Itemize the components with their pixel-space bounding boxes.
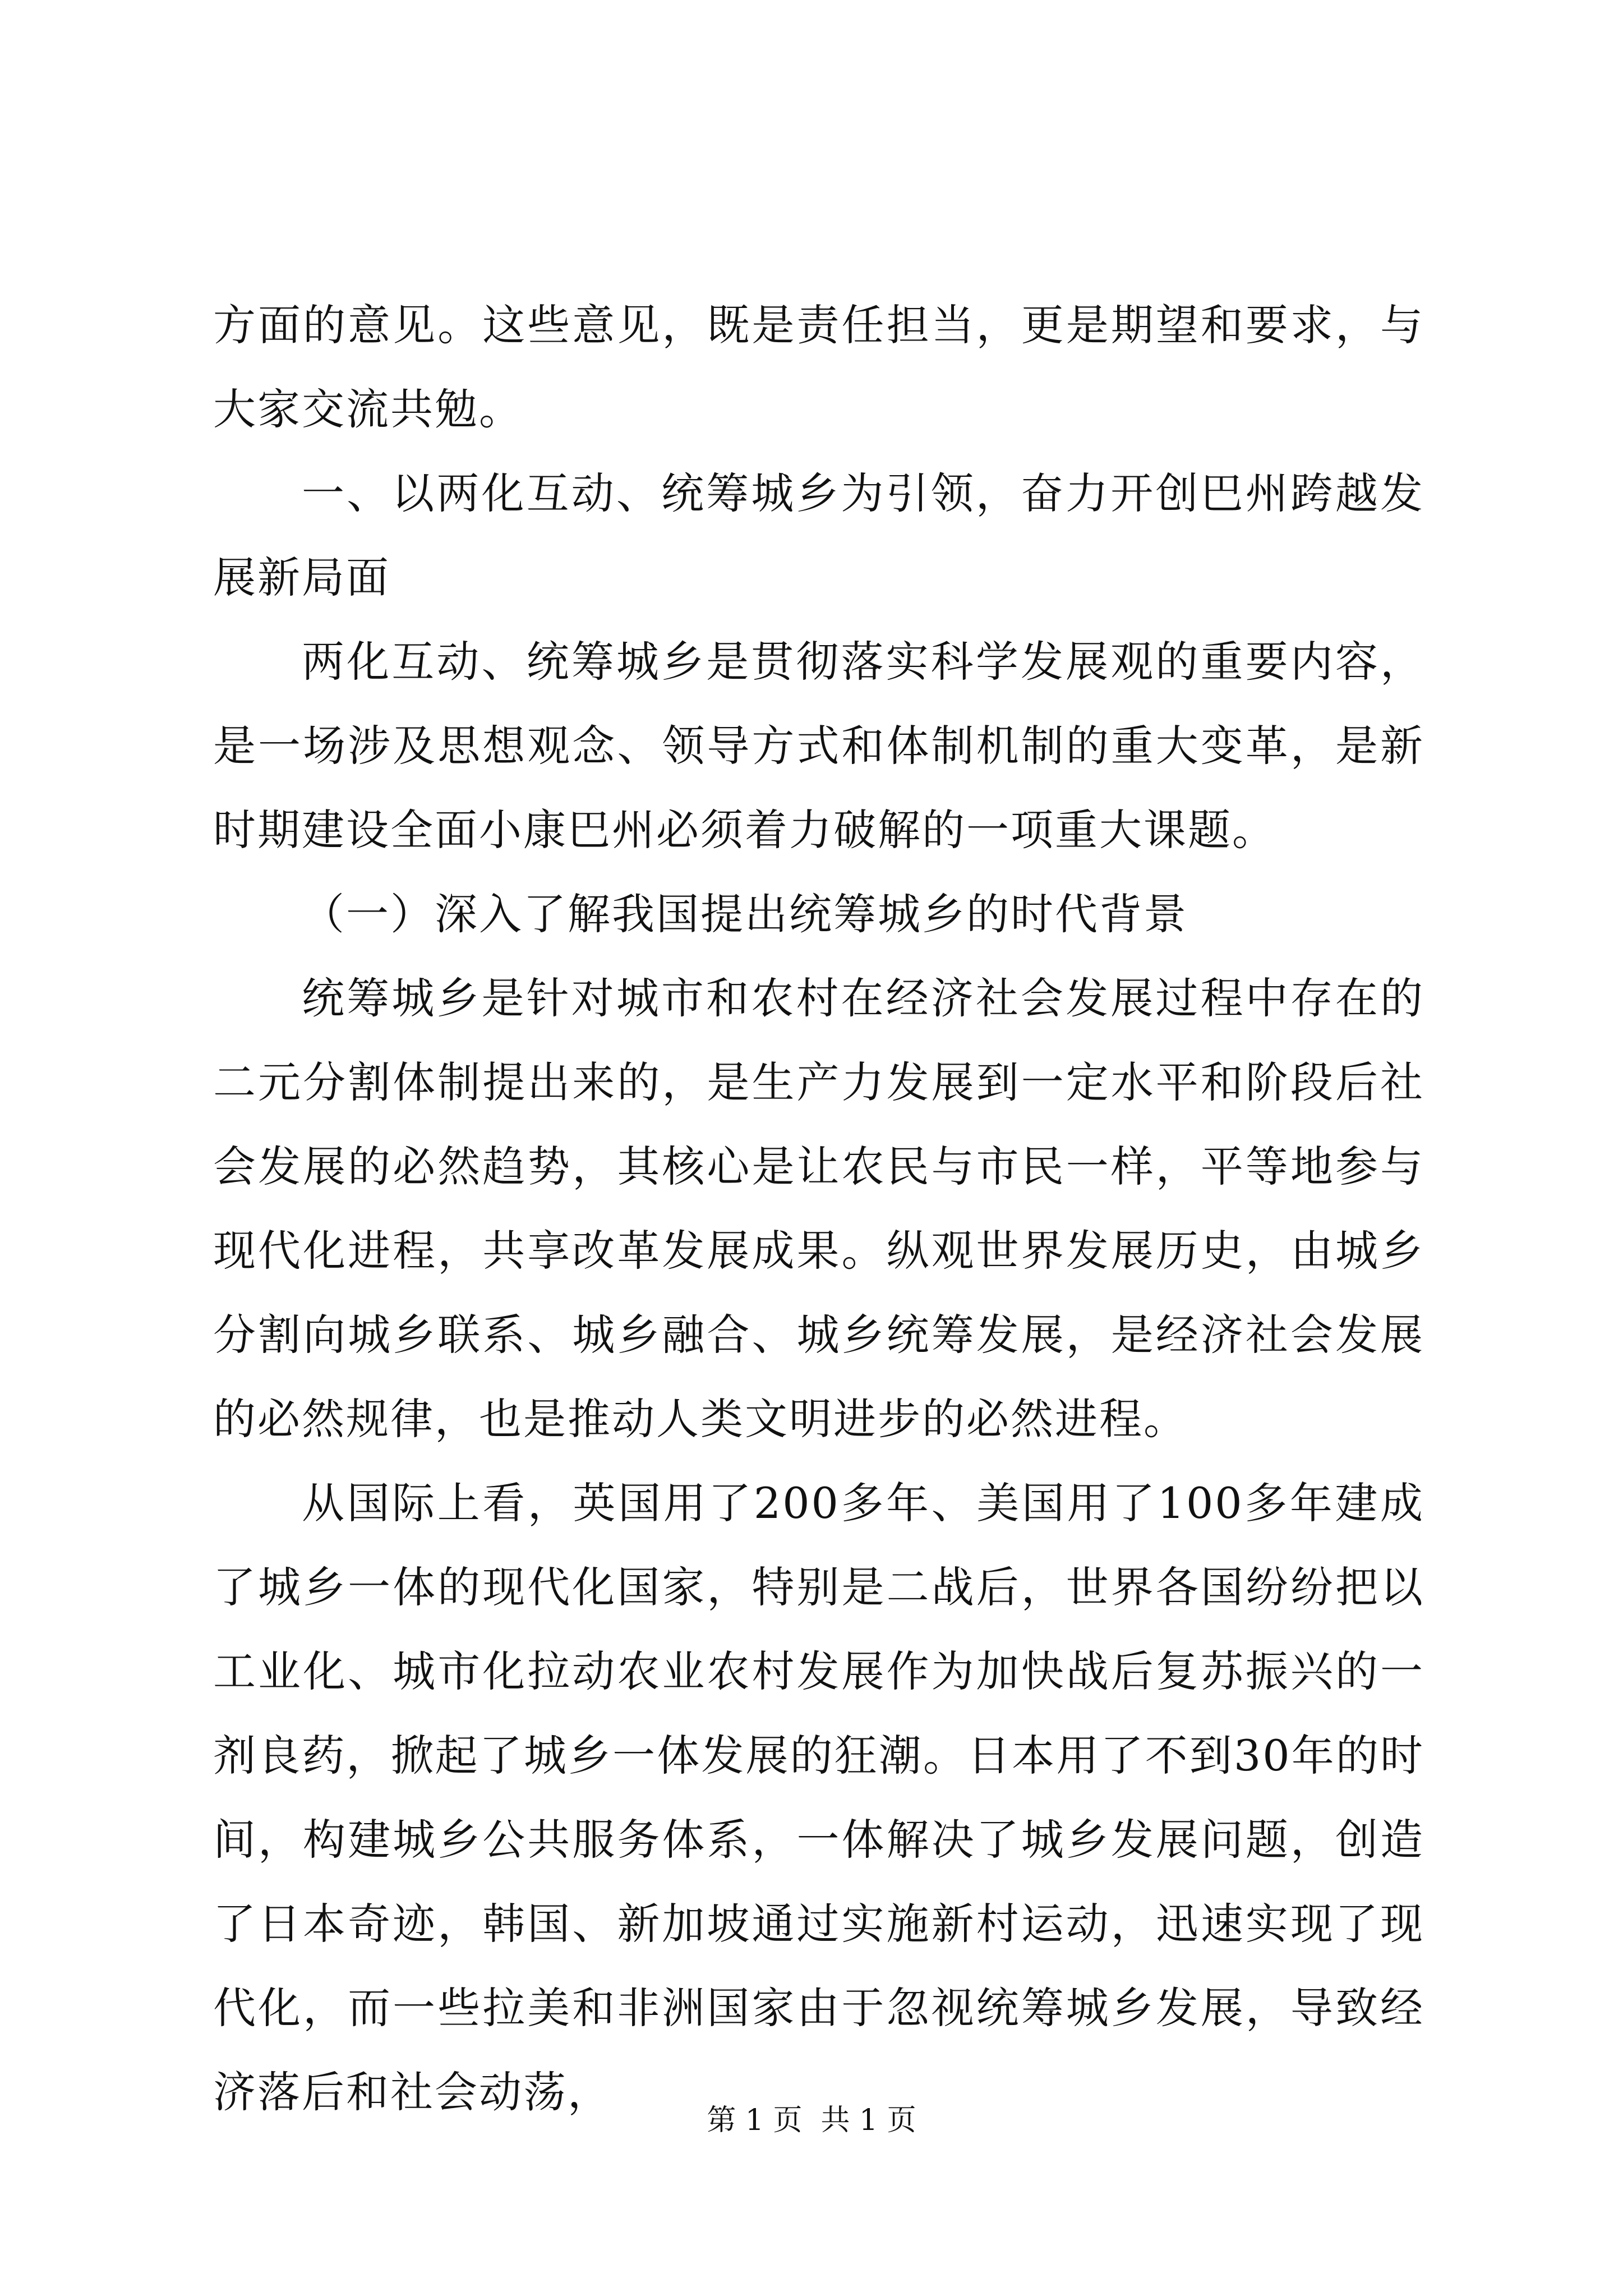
paragraph: 统筹城乡是针对城市和农村在经济社会发展过程中存在的二元分割体制提出来的，是生产力发展到一定水平和阶段后社会发展的必然趋势，其核心是让农民与市民一样，平等地参与现代化进程，共享改革发展成果。纵观世界发展历史，由城乡分割向城乡联系、城乡融合、城乡统筹发展，是经济社会发展的必然规律，也是推动人类文明进步的必然进程。 [213,973,1424,1444]
page-number-label: 第 1 页 共 1 页 [707,2104,916,2137]
document-body [213,283,1424,2134]
paragraph: 从国际上看，英国用了200多年、美国用了100多年建成了城乡一体的现代化国家，特别是二战后，世界各国纷纷把以工业化、城市化拉动农业农村发展作为加快战后复苏振兴的一剂良药，掀起了城乡一体发展的狂潮。日本用了不到30年的时间，构建城乡公共服务体系，一体解决了城乡发展问题，创造了日本奇迹，韩国、新加坡通过实施新村运动，迅速实现了现代化，而一些拉美和非洲国家由于忽视统筹城乡发展，导致经济落后和社会动荡， [213,1478,1424,2117]
paragraph: 两化互动、统筹城乡是贯彻落实科学发展观的重要内容，是一场涉及思想观念、领导方式和体制机制的重大变革，是新时期建设全面小康巴州必须着力破解的一项重大课题。 [213,637,1424,855]
section-heading: 一、以两化互动、统筹城乡为引领，奋力开创巴州跨越发展新局面 [213,468,1424,602]
page-footer [0,2101,1623,2140]
paragraph-continuation: 方面的意见。这些意见，既是责任担当，更是期望和要求，与大家交流共勉。 [213,300,1424,434]
subsection-heading: （一）深入了解我国提出统筹城乡的时代背景 [302,889,1188,939]
